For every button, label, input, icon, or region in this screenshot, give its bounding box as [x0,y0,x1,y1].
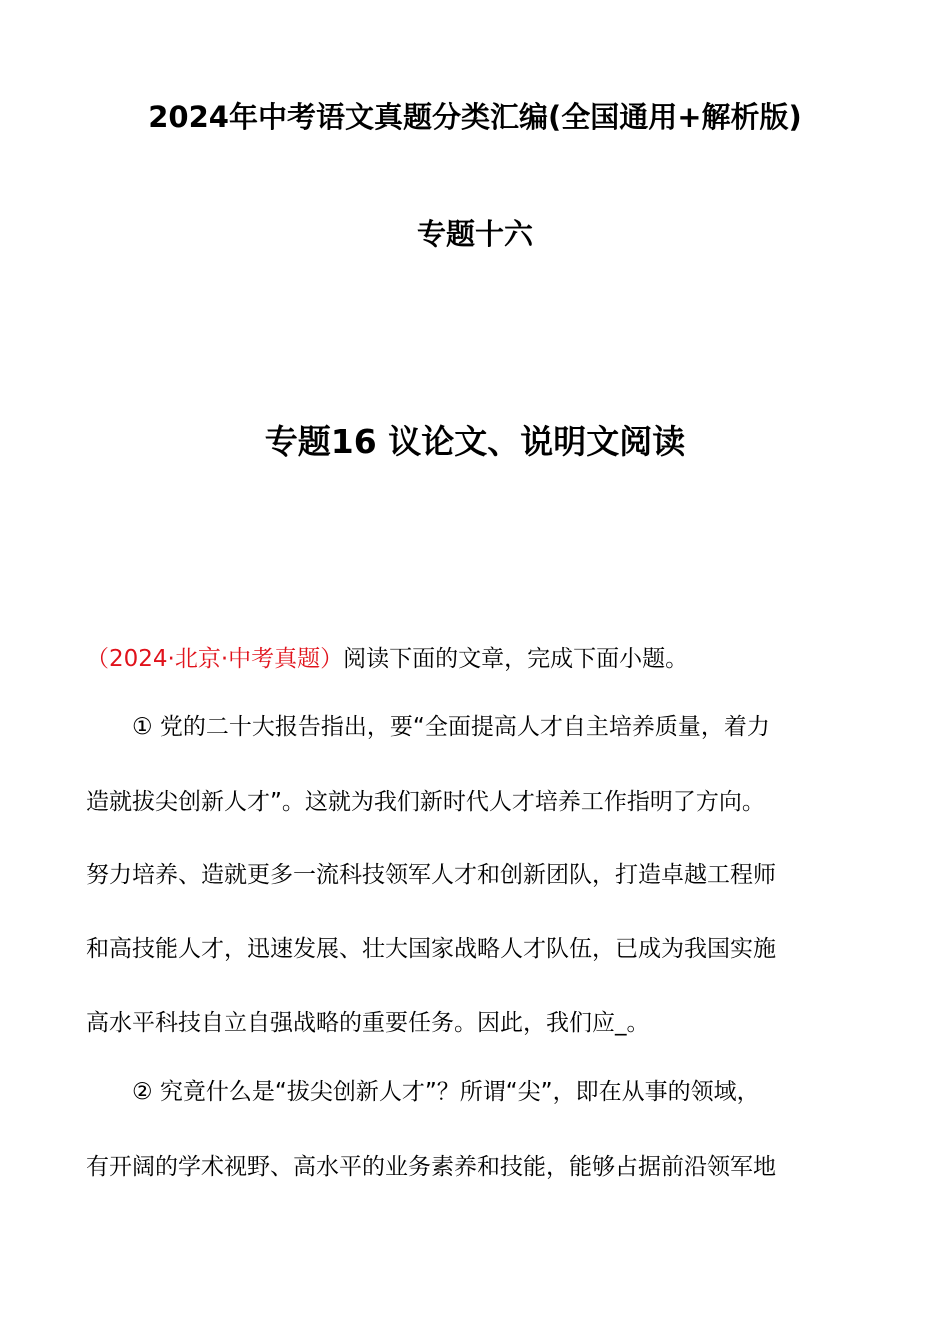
sub-title: 专题十六 [416,217,533,251]
article-line-1: ① 党的二十大报告指出，要“全面提高人才自主培养质量，着力 [132,714,770,740]
article-line-2: 造就拔尖创新人才”。这就为我们新时代人才培养工作指明了方向。 [86,789,765,815]
topic-title: 专题16 议论文、说明文阅读 [264,422,686,461]
question-intro [86,640,876,673]
question-prompt: 阅读下面的文章，完成下面小题。 [343,646,689,672]
main-title: 2024年中考语文真题分类汇编(全国通用+解析版) [148,100,802,134]
article-line-3: 努力培养、造就更多一流科技领军人才和创新团队，打造卓越工程师 [86,862,776,888]
article-line-5: 高水平科技自立自强战略的重要任务。因此，我们应_。 [86,1010,650,1036]
question-source: （2024·北京·中考真题） [86,646,344,672]
article-line-7: 有开阔的学术视野、高水平的业务素养和技能，能够占据前沿领军地 [86,1154,776,1180]
article-line-6: ② 究竟什么是“拔尖创新人才”？所谓“尖”，即在从事的领域， [132,1079,760,1105]
article-line-4: 和高技能人才，迅速发展、壮大国家战略人才队伍，已成为我国实施 [86,936,776,962]
